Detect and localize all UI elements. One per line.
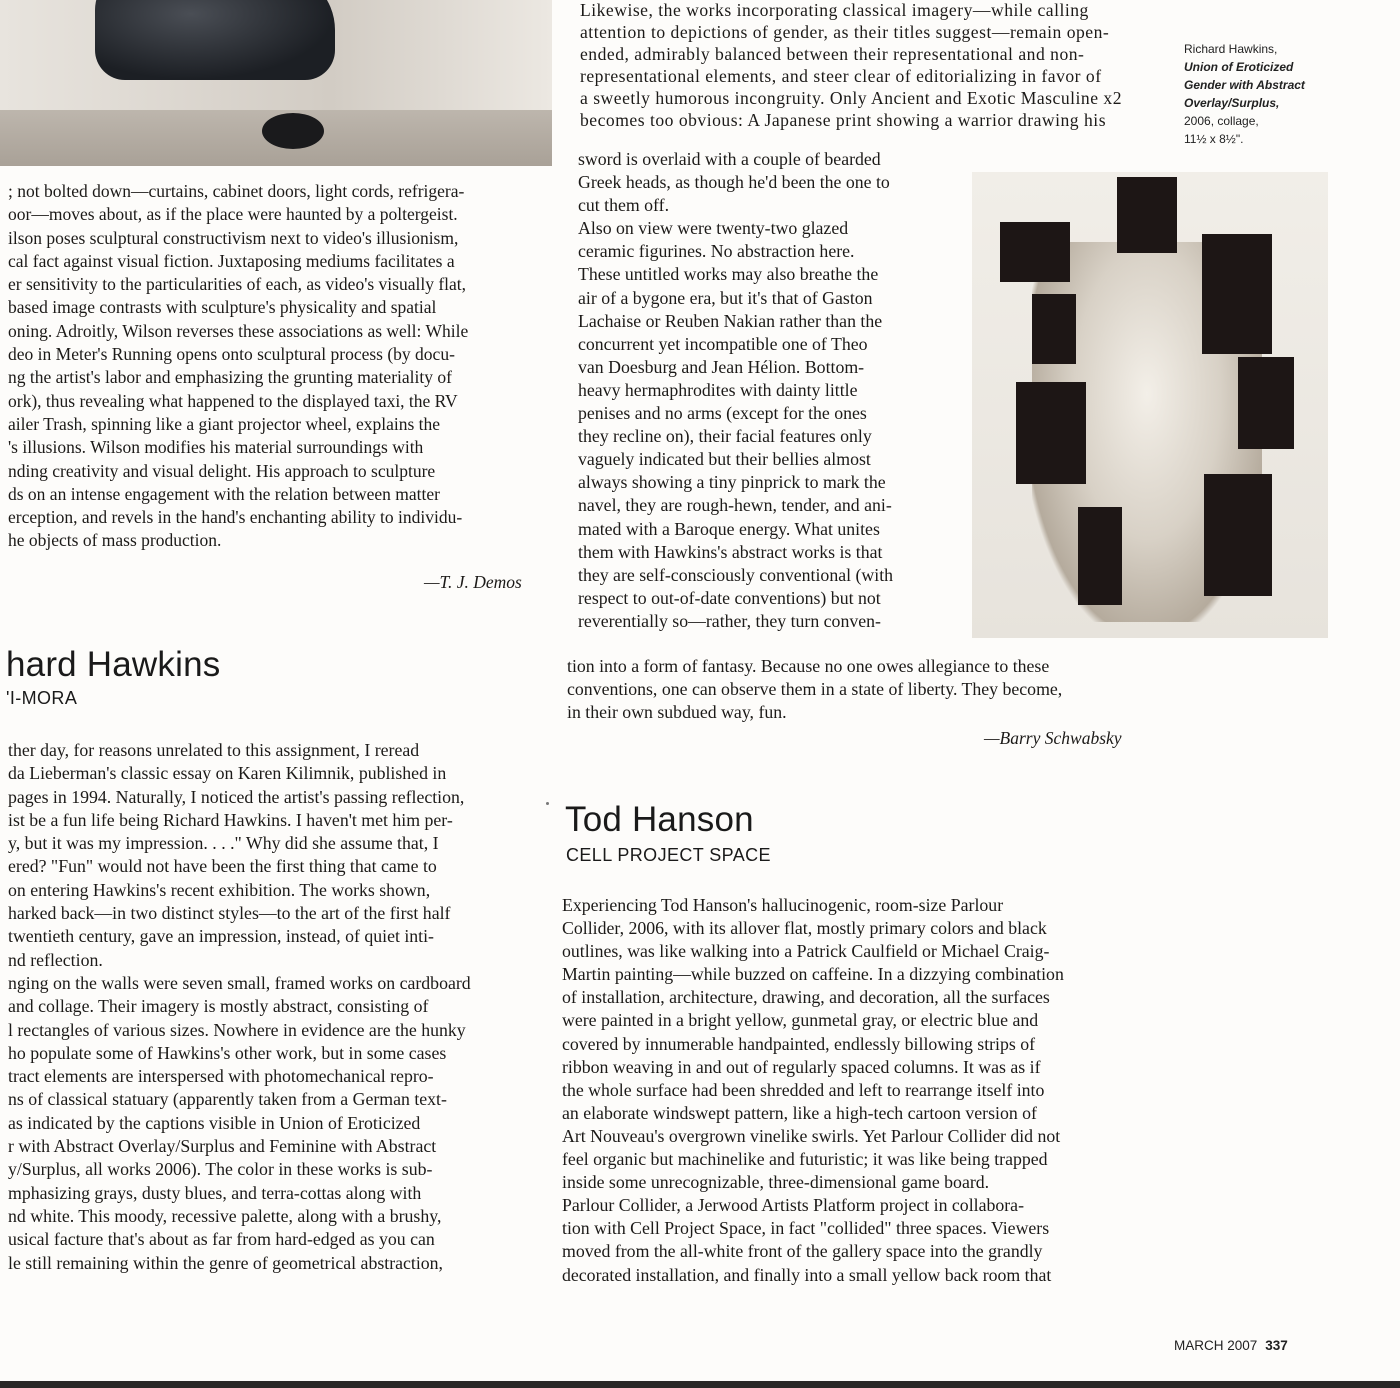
text-line: ended, admirably balanced between their representational and non- [580, 44, 1085, 65]
text-line: as indicated by the captions visible in Union of Eroticized [8, 1112, 421, 1133]
text-line: representational elements, and steer clear of editorializing in favor of [580, 66, 1102, 87]
caption-title-2: Gender with Abstract [1184, 78, 1305, 92]
folio [1174, 1338, 1288, 1353]
text-line: r with Abstract Overlay/Surplus and Feminine with Abstract [8, 1136, 437, 1157]
text-line: ng the artist's labor and emphasizing the grunting materiality of [8, 367, 452, 388]
text-line: sword is overlaid with a couple of bearded [578, 149, 881, 169]
text-line: inside some unrecognizable, three-dimensional game board. [562, 1172, 990, 1193]
schwabsky-text-wide [567, 655, 1062, 723]
text-line: l rectangles of various sizes. Nowhere in evidence are the hunky [8, 1019, 466, 1040]
text-line: in their own subdued way, fun. [567, 701, 787, 722]
page-number: 337 [1265, 1338, 1288, 1353]
text-line: a sweetly humorous incongruity. Only Ancient and Exotic Masculine x2 [580, 88, 1123, 109]
text-line: ther day, for reasons unrelated to this assignment, I reread [8, 740, 420, 760]
text-line: Lachaise or Reuben Nakian rather than the [578, 310, 883, 331]
photo-car [95, 0, 335, 80]
text-line: ailer Trash, spinning like a giant projector wheel, explains the [8, 413, 441, 434]
collage-rectangle [1202, 234, 1272, 354]
text-line: and collage. Their imagery is mostly abstract, consisting of [8, 996, 429, 1017]
text-line: mphasizing grays, dusty blues, and terra-cottas along with [8, 1182, 422, 1203]
text-line: feel organic but machinelike and futuristic; it was like being trapped [562, 1149, 1048, 1170]
hawkins-venue: 'I-MORA [6, 688, 78, 708]
text-line: tion into a form of fantasy. Because no one owes allegiance to these [567, 656, 1050, 676]
hawkins-review-text [8, 739, 471, 1275]
collage-rectangle [1117, 177, 1177, 253]
text-line: Collider, 2006, with its allover flat, mostly primary colors and black [562, 918, 1047, 939]
hawkins-headline: hard Hawkins [6, 645, 221, 684]
image-caption [1184, 40, 1334, 148]
text-line: y/Surplus, all works 2006). The color in these works is sub- [8, 1159, 433, 1180]
text-line: of installation, architecture, drawing, and decoration, all the surfaces [562, 987, 1050, 1008]
text-line: moved from the all-white front of the gallery space into the grandly [562, 1241, 1043, 1262]
collage-rectangle [1000, 222, 1070, 282]
bottom-edge-bar [0, 1381, 1400, 1388]
text-line: Martin painting—while buzzed on caffeine. In a dizzying combination [562, 964, 1064, 985]
text-line: nd reflection. [8, 949, 103, 970]
text-line: oning. Adroitly, Wilson reverses these associations as well: While [8, 320, 469, 341]
text-line: erception, and revels in the hand's enchanting ability to individu- [8, 507, 463, 528]
text-line: nging on the walls were seven small, framed works on cardboard [8, 972, 471, 993]
text-line: pages in 1994. Naturally, I noticed the artist's passing reflection, [8, 786, 465, 807]
hawkins-collage-image [972, 172, 1328, 638]
text-line: reverentially so—rather, they turn conven- [578, 610, 881, 631]
schwabsky-text-top [580, 0, 1122, 132]
collage-rectangle [1078, 507, 1122, 605]
fold-mark [546, 802, 549, 805]
text-line: ilson poses sculptural constructivism next to video's illusionism, [8, 227, 459, 248]
text-line: ribbon weaving in and out of regularly spaced columns. It was as if [562, 1056, 1041, 1077]
text-line: heavy hermaphrodites with dainty little [578, 379, 858, 400]
text-line: were painted in a bright yellow, gunmetal gray, or electric blue and [562, 1010, 1039, 1031]
text-line: covered by innumerable handpainted, endlessly billowing strips of [562, 1033, 1036, 1054]
text-line: deo in Meter's Running opens onto sculptural process (by docu- [8, 344, 455, 365]
installation-photo [0, 0, 552, 166]
text-line: concurrent yet incompatible one of Theo [578, 333, 868, 354]
text-line: mated with a Baroque energy. What unites [578, 518, 880, 539]
text-line: attention to depictions of gender, as their titles suggest—remain open- [580, 22, 1110, 43]
text-line: an elaborate windswept pattern, like a high-tech cartoon version of [562, 1102, 1037, 1123]
text-line: penises and no arms (except for the ones [578, 403, 867, 424]
collage-rectangle [1016, 382, 1086, 484]
text-line: outlines, was like walking into a Patrick Caulfield or Michael Craig- [562, 941, 1050, 962]
text-line: he objects of mass production. [8, 530, 222, 551]
text-line: Also on view were twenty-two glazed [578, 218, 849, 239]
text-line: nding creativity and visual delight. His approach to sculpture [8, 460, 436, 481]
text-line: on entering Hawkins's recent exhibition. The works shown, [8, 879, 431, 900]
schwabsky-signature: —Barry Schwabsky [984, 728, 1122, 748]
text-line: cal fact against visual fiction. Juxtaposing mediums facilitates a [8, 250, 455, 271]
text-line: Parlour Collider, a Jerwood Artists Platform project in collabora- [562, 1195, 1024, 1216]
text-line: the whole surface had been shredded and left to rearrange itself into [562, 1079, 1045, 1100]
text-line: van Doesburg and Jean Hélion. Bottom- [578, 356, 865, 377]
collage-rectangle [1238, 357, 1294, 449]
issue-date: MARCH 2007 [1174, 1338, 1258, 1353]
text-line: they recline on), their facial features only [578, 426, 872, 447]
text-line: Experiencing Tod Hanson's hallucinogenic, room-size Parlour [562, 895, 1004, 915]
text-line: Greek heads, as though he'd been the one to [578, 172, 890, 193]
text-line: respect to out-of-date conventions) but not [578, 587, 881, 608]
caption-year-medium: 2006, collage, [1184, 114, 1259, 128]
hanson-venue: CELL PROJECT SPACE [566, 845, 771, 865]
text-line: ho populate some of Hawkins's other work, but in some cases [8, 1042, 447, 1063]
text-line: always showing a tiny pinprick to mark the [578, 472, 886, 493]
text-line: twentieth century, gave an impression, instead, of quiet inti- [8, 926, 434, 947]
text-line: ered? "Fun" would not have been the first thing that came to [8, 856, 437, 877]
caption-artist: Richard Hawkins, [1184, 42, 1278, 56]
text-line: da Lieberman's classic essay on Karen Kilimnik, published in [8, 763, 447, 784]
text-line: usical facture that's about as far from hard-edged as you can [8, 1229, 435, 1250]
text-line: ; not bolted down—curtains, cabinet doors, light cords, refrigera- [8, 181, 465, 201]
text-line: oor—moves about, as if the place were haunted by a poltergeist. [8, 204, 458, 225]
text-line: er sensitivity to the particularities of each, as video's visually flat, [8, 274, 467, 295]
text-line: y, but it was my impression. . . ." Why did she assume that, I [8, 833, 439, 854]
text-line: These untitled works may also breathe the [578, 264, 879, 285]
text-line: navel, they are rough-hewn, tender, and ani- [578, 495, 892, 516]
collage-rectangle [1032, 294, 1076, 364]
text-line: based image contrasts with sculpture's physicality and spatial [8, 297, 437, 318]
wilson-review-text [8, 180, 468, 553]
schwabsky-text-narrow [578, 148, 893, 633]
text-line: ork), thus revealing what happened to the displayed taxi, the RV [8, 390, 458, 411]
caption-dimensions: 11½ x 8½". [1184, 132, 1244, 146]
collage-rectangle [1204, 474, 1272, 596]
caption-title-1: Union of Eroticized [1184, 60, 1294, 74]
text-line: harked back—in two distinct styles—to the art of the first half [8, 903, 451, 924]
hanson-review-text [562, 894, 1064, 1287]
text-line: ds on an intense engagement with the relation between matter [8, 483, 441, 504]
text-line: tract elements are interspersed with photomechanical repro- [8, 1066, 434, 1087]
text-line: becomes too obvious: A Japanese print showing a warrior drawing his [580, 110, 1107, 131]
text-line: Likewise, the works incorporating classical imagery—while calling [580, 0, 1089, 20]
text-line: ceramic figurines. No abstraction here. [578, 241, 855, 262]
text-line: ns of classical statuary (apparently taken from a German text- [8, 1089, 447, 1110]
text-line: them with Hawkins's abstract works is that [578, 541, 883, 562]
demos-signature: —T. J. Demos [424, 572, 522, 592]
text-line: le still remaining within the genre of geometrical abstraction, [8, 1252, 444, 1273]
text-line: air of a bygone era, but it's that of Gaston [578, 287, 873, 308]
text-line: decorated installation, and finally into a small yellow back room that [562, 1264, 1052, 1285]
photo-wheel [262, 113, 324, 149]
text-line: nd white. This moody, recessive palette, along with a brushy, [8, 1205, 442, 1226]
text-line: they are self-consciously conventional (with [578, 564, 894, 585]
hanson-headline: Tod Hanson [565, 800, 754, 839]
text-line: 's illusions. Wilson modifies his material surroundings with [8, 437, 424, 458]
text-line: tion with Cell Project Space, in fact "collided" three spaces. Viewers [562, 1218, 1050, 1239]
text-line: vaguely indicated but their bellies almost [578, 449, 871, 470]
text-line: cut them off. [578, 195, 670, 216]
text-line: conventions, one can observe them in a state of liberty. They become, [567, 678, 1063, 699]
text-line: ist be a fun life being Richard Hawkins. I haven't met him per- [8, 809, 453, 830]
text-line: Art Nouveau's overgrown vinelike swirls. Yet Parlour Collider did not [562, 1125, 1061, 1146]
caption-title-3: Overlay/Surplus, [1184, 96, 1280, 110]
